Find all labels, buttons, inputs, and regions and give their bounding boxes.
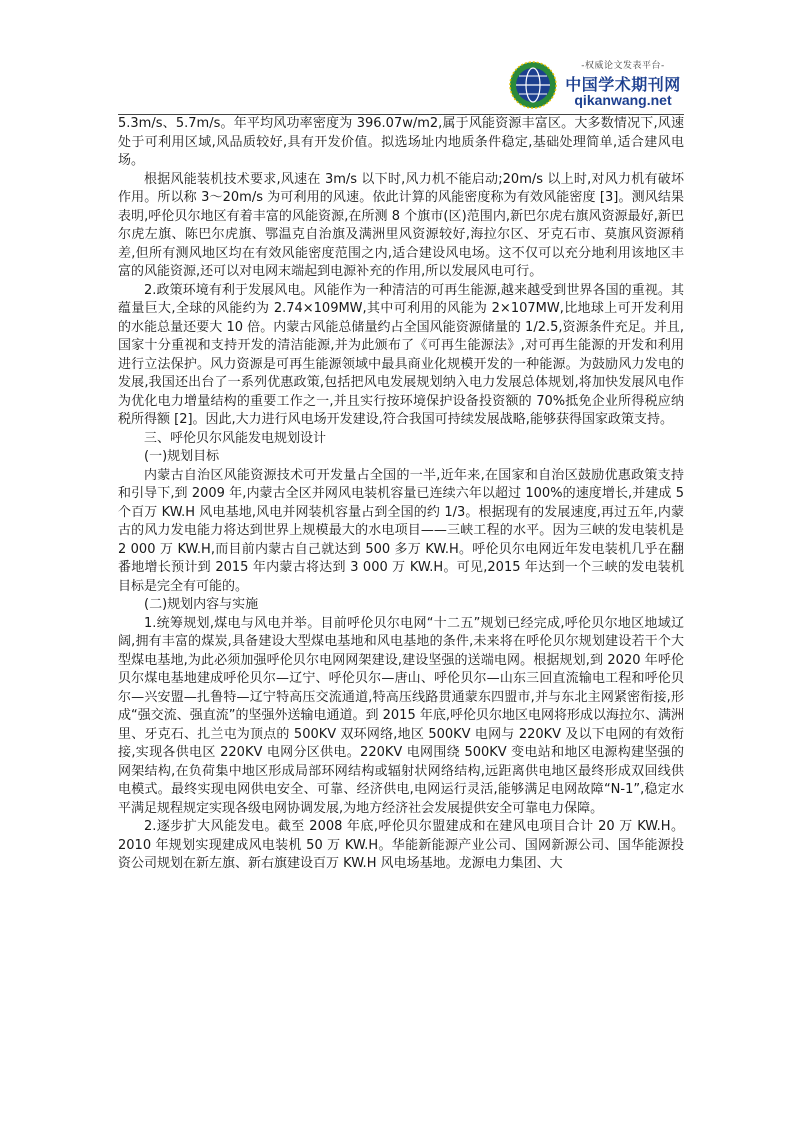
paragraph: 根据风能装机技术要求,风速在 3m/s 以下时,风力机不能启动;20m/s 以上时,对风力机有破坏作用。所以称 3～20m/s 为可利用的风速。依此计算的风能密度称为有效风能密度 [3]。测风结果表明,呼伦贝尔地区有着丰富的风能资源,在所测 8 个旗市(区)范围内,新巴尔虎右旗风资源最好,新巴尔虎左旗、陈巴尔虎旗、鄂温克自治旗及满洲里风资源较好,海拉尔区、牙克石市、莫旗风资源稍差,但所有测风地区均在有效风能密度范围之内,适合建设风电场。这不仅可以充分地利用该地区丰富的风能资源,还可以对电网末端起到电源补充的作用,所以发展风电可行。 — [118, 171, 684, 279]
logo-slogan: -权威论文发表平台- — [581, 61, 665, 71]
paragraph: 2.逐步扩大风能发电。截至 2008 年底,呼伦贝尔盟建成和在建风电项目合计 20 万 KW.H。2010 年规划实现建成风电装机 50 万 KW.H。华能新能源产业公司、国网新源公司、国华能源投资公司规划在新左旗、新右旗建设百万 KW.H 风电场基地。龙源电力集团、大 — [118, 819, 684, 871]
paragraph: 内蒙古自治区风能资源技术可开发量占全国的一半,近年来,在国家和自治区鼓励优惠政策支持和引导下,到 2009 年,内蒙古全区并网风电装机容量已连续六年以超过 100%的速度增长,并建成 5 个百万 KW.H 风电基地,风电并网装机容量占到全国的约 1/3。根据现有的发展速度,再过五年,内蒙古的风力发电能力将达到世界上规模最大的水电项目——三峡工程的水平。因为三峡的发电装机是 2 000 万 KW.H,而目前内蒙古自己就达到 500 多万 KW.H。呼伦贝尔电网近年发电装机几乎在翻番地增长预计到 2015 年内蒙古将达到 3 000 万 KW.H。可见,2015 年达到一个三峡的发电装机目标是完全有可能的。 — [118, 467, 684, 594]
section-heading: 三、呼伦贝尔风能发电规划设计 — [144, 430, 327, 446]
paragraph: 5.3m/s、5.7m/s。年平均风功率密度为 396.07w/m2,属于风能资源丰富区。大多数情况下,风速处于可利用区域,风品质较好,具有开发价值。拟选场址内地质条件稳定,基础处理简单,适合建风电场。 — [118, 116, 684, 168]
logo-name-cn: 中国学术期刊网 — [565, 75, 681, 94]
subsection-heading: (一)规划目标 — [144, 449, 220, 464]
paragraph: 2.政策环境有利于发展风电。风能作为一种清洁的可再生能源,越来越受到世界各国的重视。其蕴量巨大,全球的风能约为 2.74×109MW,其中可利用的风能为 2×107MW,比地球上可开发利用的水能总量还要大 10 倍。内蒙古风能总储量约占全国风能资源储量的 1/2.5,资源条件充足。并且,国家十分重视和支持开发的清洁能源,并为此颁布了《可再生能源法》,对可再生能源的开发和利用进行立法保护。风力资源是可再生能源领域中最具商业化规模开发的一种能源。为鼓励风力发电的发展,我国还出台了一系列优惠政策,包括把风电发展规划纳入电力发展总体规划,将加快发展风电作为优化电力增量结构的重要工作之一,并且实行按环境保护设备投资额的 70%抵免企业所得税应纳税所得额 [2]。因此,大力进行风电场开发建设,符合我国可持续发展战略,能够获得国家政策支持。 — [118, 282, 684, 427]
logo-name-en: qikanwang.net — [574, 92, 672, 108]
article-body — [118, 115, 684, 874]
subsection-heading: (二)规划内容与实施 — [144, 597, 259, 612]
journal-logo — [508, 56, 680, 116]
globe-icon — [508, 60, 558, 110]
paragraph: 1.统筹规划,煤电与风电并举。目前呼伦贝尔电网“十二五”规划已经完成,呼伦贝尔地区地域辽阔,拥有丰富的煤炭,具备建设大型煤电基地和风电基地的条件,未来将在呼伦贝尔规划建设若干个大型煤电基地,为此必须加强呼伦贝尔电网网架建设,建设坚强的送端电网。根据规划,到 2020 年呼伦贝尔煤电基地建成呼伦贝尔—辽宁、呼伦贝尔—唐山、呼伦贝尔—山东三回直流输电工程和呼伦贝尔—兴安盟—扎鲁特—辽宁特高压交流通道,特高压线路贯通蒙东四盟市,并与东北主网紧密衔接,形成“强交流、强直流”的坚强外送输电通道。到 2015 年底,呼伦贝尔地区电网将形成以海拉尔、满洲里、牙克石、扎兰屯为顶点的 500KV 双环网络,地区 500KV 电网与 220KV 及以下电网的有效衔接,实现各供电区 220KV 电网分区供电。220KV 电网围绕 500KV 变电站和地区电源构建坚强的网架结构,在负荷集中地区形成局部环网结构或辐射状网络结构,远距离供电地区最终形成双回线供电模式。最终实现电网供电安全、可靠、经济供电,电网运行灵活,能够满足电网故障“N-1”,稳定水平满足规程规定实现各级电网协调发展,为地方经济社会发展提供安全可靠电力保障。 — [118, 615, 684, 816]
